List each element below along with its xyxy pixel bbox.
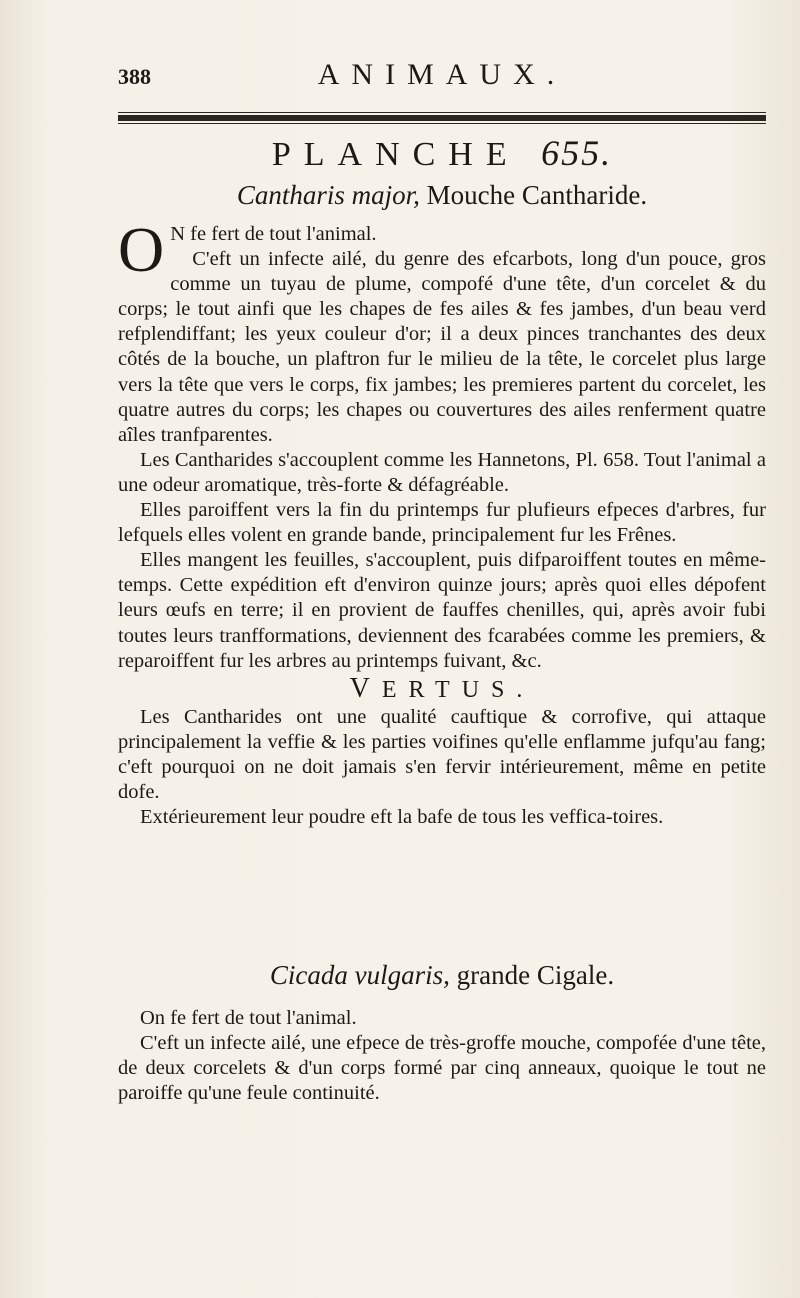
- paragraph: Elles mangent les feuilles, s'accouplent, puis difparoiffent toutes en même-temps. Cette expédition eft d'environ quinze jours; après quoi elles dépofent leurs œufs en terre; il en provient de fauffes chenilles, qui, après avoir fubi toutes leurs tranfformations, deviennent des fcarabées comme les premiers, & reparoiffent fur les arbres au printemps fuivant, &c.: [118, 549, 766, 672]
- paragraph: Elles paroiffent vers la fin du printemps fur plufieurs efpeces d'arbres, fur lefquels elles volent en grande bande, principalement fur les Frênes.: [118, 499, 766, 547]
- drop-cap: O: [118, 214, 165, 285]
- header-rule: [118, 112, 766, 124]
- entry-heading-cicada: [118, 960, 766, 991]
- paragraph-text: N fe fert de tout l'animal.: [170, 223, 377, 245]
- vertus-initial: V: [349, 672, 382, 704]
- paragraph: Les Cantharides ont une qualité cauftique & corrofive, qui attaque principalement la veffie & les parties voifines qu'elle enflamme jufqu'au fang; c'eft pourquoi on ne doit jamais s'en fervir intérieurement, même en petite dofe.: [118, 705, 766, 804]
- paragraph: C'eft un infecte ailé, du genre des efcarbots, long d'un pouce, gros comme un tuyau de plume, compofé d'une tête, d'un corcelet & du corps; le tout ainfi que les chapes de fes ailes & fes jambes, d'un beau verd refplendiffant; les yeux couleur d'or; il a deux pinces tranchantes des deux côtés de la bouche, un plaftron fur le milieu de la tête, le corcelet plus large vers la tête que vers le corps, fix jambes; les premieres partent du corcelet, les quatre autres du corps; les chapes ou couvertures des ailes renferment quatre aîles tranfparentes.: [118, 248, 766, 446]
- paragraph: Extérieurement leur poudre eft la bafe de tous les veffica-toires.: [140, 806, 664, 829]
- french-name: Mouche Cantharide.: [426, 180, 648, 210]
- latin-name: Cantharis major,: [236, 180, 420, 210]
- plate-heading: [118, 132, 766, 174]
- latin-name: Cicada vulgaris,: [269, 960, 450, 990]
- cantharis-text: [118, 214, 766, 830]
- vertus-heading: [118, 672, 766, 704]
- entry-heading-cantharis: [118, 180, 766, 211]
- paragraph: [118, 214, 766, 285]
- paragraph: C'eft un infecte ailé, une efpece de très-groffe mouche, compofée d'une tête, de deux corcelets & d'un corps formé par cinq anneaux, quoique le tout ne paroiffe qu'une feule continuité.: [118, 1032, 766, 1105]
- plate-number: 655.: [541, 133, 613, 173]
- vertus-rest: ERTUS.: [381, 676, 535, 703]
- paragraph: Les Cantharides s'accouplent comme les Hannetons, Pl. 658. Tout l'animal a une odeur aromatique, très-forte & défagréable.: [118, 448, 766, 496]
- paragraph: On fe fert de tout l'animal.: [140, 1007, 357, 1029]
- cicada-text: [118, 1006, 766, 1106]
- page-header: [118, 58, 766, 98]
- plate-label: PLANCHE: [271, 136, 520, 173]
- page-number: 388: [118, 64, 151, 89]
- french-name: grande Cigale.: [456, 960, 615, 990]
- running-title: ANIMAUX.: [317, 58, 567, 91]
